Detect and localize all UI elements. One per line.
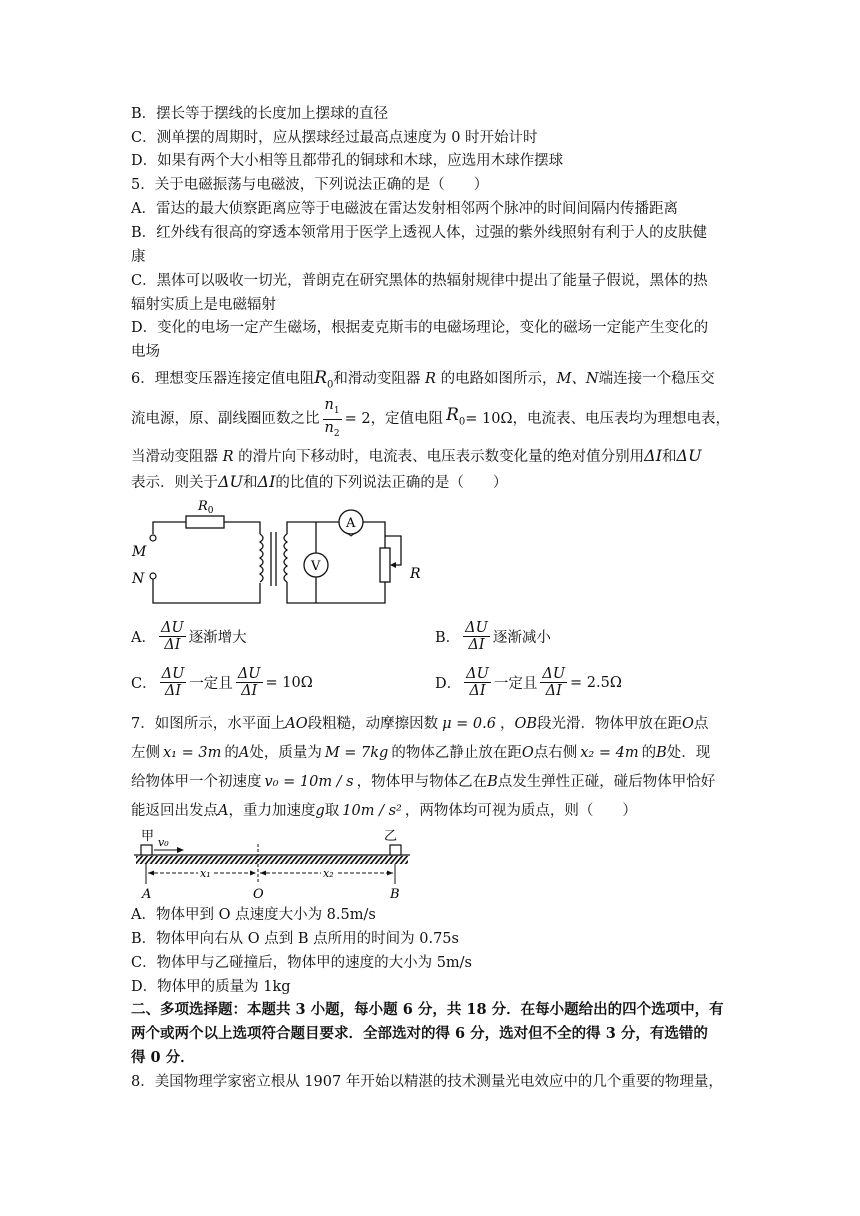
section2-header-line1: 二、多项选择题：本题共 3 小题，每小题 6 分，共 18 分．在每小题给出的四个选项中，有 [131, 1001, 724, 1018]
label-v0: v₀ [158, 836, 169, 849]
q7-option-a: A．物体甲到 O 点速度大小为 8.5m/s [131, 907, 376, 923]
q7-stem-line1: 7．如图所示，水平面上AO段粗糙，动摩擦因数 μ = 0.6 ，OB段光滑．物体甲放在距O点 [131, 716, 709, 732]
primary-coil [260, 534, 263, 582]
resistor-r0 [186, 516, 224, 528]
q6-stem-line3: 当滑动变阻器 R 的滑片向下移动时，电流表、电压表示数变化量的绝对值分别用ΔI和ΔU [131, 446, 702, 465]
secondary-coil [284, 534, 287, 582]
terminal-n [150, 573, 156, 579]
turns-ratio-fraction: $\frac{n_1}{n_2}$ [324, 396, 340, 439]
q6-stem-line1: 6．理想变压器连接定值电阻$R_0$和滑动变阻器 R 的电路如图所示，M、N端连接一个稳压交 [131, 368, 715, 391]
label-n: N [132, 571, 145, 587]
q6-stem-line4: 表示．则关于ΔU和ΔI的比值的下列说法正确的是（ ） [131, 472, 508, 491]
transformer-circuit-diagram [128, 496, 438, 611]
q5-option-d-cont: 电场 [131, 344, 160, 360]
q7-option-b: B．物体甲向右从 O 点到 B 点所用的时间为 0.75s [131, 931, 459, 947]
section2-header-line2: 两个或两个以上选项符合题目要求．全部选对的得 6 分，选对但不全的得 3 分，有选错的 [131, 1025, 708, 1042]
label-x2: x₂ [323, 867, 334, 880]
label-m: M [132, 544, 147, 560]
q6-option-c: C． $\frac{\Delta U}{\Delta I}$ 一定且 $\frac{\Delta U}{\Delta I}$ = 10Ω [131, 666, 313, 699]
section2-header-line3: 得 0 分． [131, 1049, 195, 1066]
label-yi: 乙 [384, 829, 398, 844]
block-jia [141, 845, 152, 855]
ground-surface [136, 856, 408, 864]
label-o: O [253, 887, 264, 902]
label-r: R [410, 566, 421, 582]
q5-option-b: B．红外线有很高的穿透本领常用于医学上透视人体，过强的紫外线照射有利于人的皮肤健 [131, 225, 708, 241]
q6-option-a: A． $\frac{\Delta U}{\Delta I}$ 逐渐增大 [131, 620, 247, 653]
q6-option-d: D． $\frac{\Delta U}{\Delta I}$ 一定且 $\frac{\Delta U}{\Delta I}$ = 2.5Ω [435, 666, 622, 699]
q6-option-b: B． $\frac{\Delta U}{\Delta I}$ 逐渐减小 [435, 620, 551, 653]
q5-option-a: A．雷达的最大侦察距离应等于电磁波在雷达发射相邻两个脉冲的时间间隔内传播距离 [131, 201, 678, 217]
q5-option-d: D．变化的电场一定产生磁场，根据麦克斯韦的电磁场理论，变化的磁场一定能产生变化的 [131, 320, 709, 336]
label-b: B [390, 887, 400, 902]
rheostat-r [380, 548, 390, 582]
q4-option-d: D．如果有两个大小相等且都带孔的铜球和木球，应选用木球作摆球 [131, 153, 564, 169]
q7-option-d: D．物体甲的质量为 1kg [131, 979, 291, 995]
label-x1: x₁ [200, 867, 211, 880]
q4-option-c: C．测单摆的周期时，应从摆球经过最高点速度为 0 时开始计时 [131, 130, 538, 146]
q5-option-c-cont: 辐射实质上是电磁辐射 [131, 297, 276, 313]
q6-stem-line2: 流电源，原、副线圈匝数之比 $\frac{n_1}{n_2}$ = 2 ，定值电阻 $R_0$ = 10Ω ，电流表、电压表均为理想电表， [131, 402, 731, 436]
label-a: A [142, 887, 152, 902]
label-a: A [346, 516, 356, 531]
q7-stem-line4: 能返回出发点A，重力加速度g取 10m / s² ，两物体均可视为质点，则（ ） [131, 803, 637, 819]
label-r0: $R_0$ [198, 499, 214, 516]
label-v: V [311, 559, 321, 574]
q5-option-b-cont: 康 [131, 249, 146, 265]
q8-stem-line1: 8．美国物理学家密立根从 1907 年开始以精湛的技术测量光电效应中的几个重要的物理量， [131, 1074, 723, 1090]
q5-stem: 5．关于电磁振荡与电磁波，下列说法正确的是（ ） [131, 177, 489, 193]
terminal-m [150, 535, 156, 541]
q7-stem-line3: 给物体甲一个初速度 v₀ = 10m / s ，物体甲与物体乙在B点发生弹性正碰，碰后物体甲恰好 [131, 774, 716, 790]
q7-option-c: C．物体甲与乙碰撞后，物体甲的速度的大小为 5m/s [131, 955, 473, 971]
block-yi [390, 845, 401, 855]
q4-option-b: B．摆长等于摆线的长度加上摆球的直径 [131, 106, 389, 122]
q7-stem-line2: 左侧 x₁ = 3m 的A处，质量为 M = 7kg 的物体乙静止放在距O点右侧 x₂ = 4m 的B处．现 [131, 745, 711, 761]
q5-option-c: C．黑体可以吸收一切光，普朗克在研究黑体的热辐射规律中提出了能量子假说，黑体的热 [131, 273, 708, 289]
label-jia: 甲 [141, 829, 155, 844]
rheostat-slider-arrow [390, 562, 396, 568]
q7-track-diagram [128, 824, 418, 906]
